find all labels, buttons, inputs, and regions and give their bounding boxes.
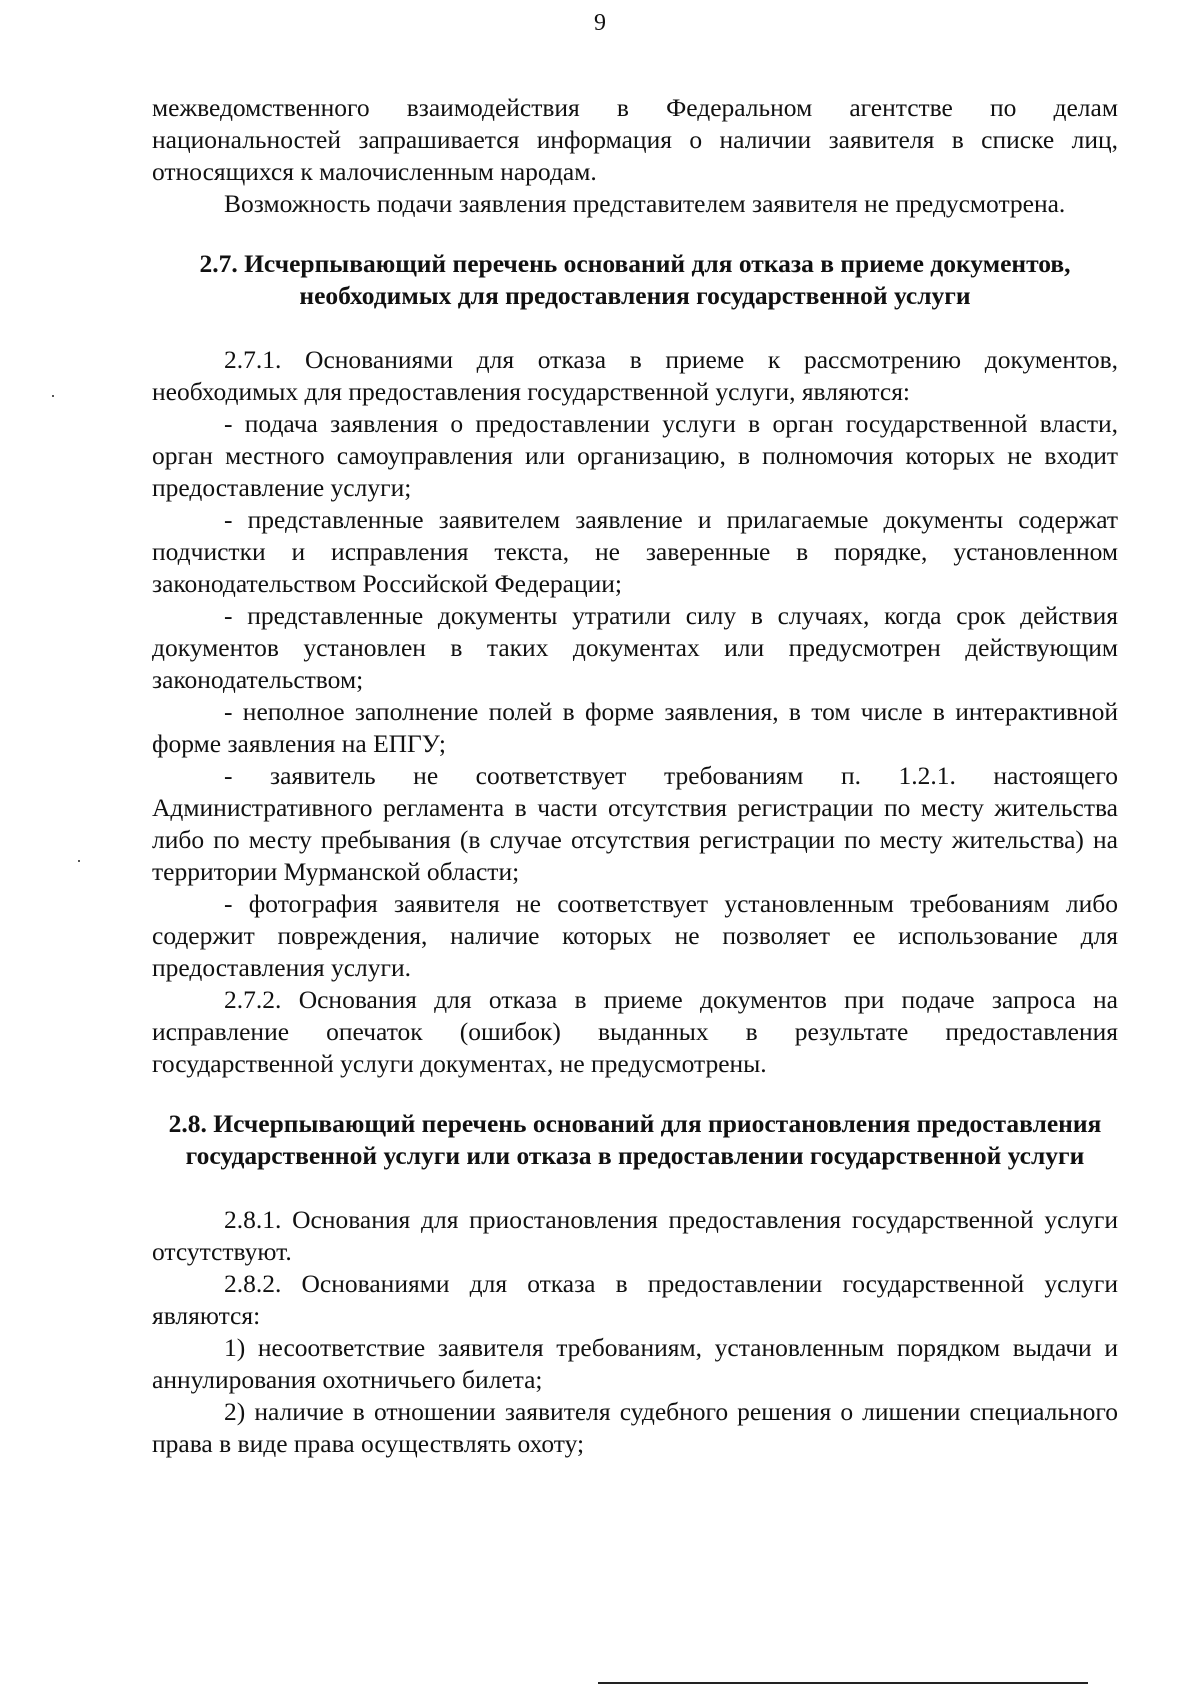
paragraph-2-7-2: 2.7.2. Основания для отказа в приеме документов при подаче запроса на исправление опечаток (ошибок) выданных в результате предоставления государственной услуги документах, не предусмотрены. <box>152 985 1118 1078</box>
section-heading-2-8: 2.8. Исчерпывающий перечень оснований для приостановления предоставления государственной услуги или отказа в предоставлении государственной услуги <box>168 1109 1102 1170</box>
section-heading-2-7: 2.7. Исчерпывающий перечень оснований для отказа в приеме документов, необходимых для предоставления государственной услуги <box>199 249 1071 310</box>
list-item: - представленные документы утратили силу в случаях, когда срок действия документов установлен в таких документах или предусмотрен действующим законодательством; <box>152 601 1118 694</box>
spacer <box>152 220 1118 248</box>
scan-edge-line <box>598 1682 1088 1684</box>
scan-artifact <box>52 395 54 397</box>
list-item: - подача заявления о предоставлении услуги в орган государственной власти, орган местного самоуправления или организацию, в полномочия которых не входит предоставление услуги; <box>152 409 1118 502</box>
list-item: 1) несоответствие заявителя требованиям, установленным порядком выдачи и аннулирования охотничьего билета; <box>152 1333 1118 1394</box>
paragraph-2-8-1: 2.8.1. Основания для приостановления предоставления государственной услуги отсутствуют. <box>152 1205 1118 1266</box>
spacer <box>152 1172 1118 1204</box>
scan-artifact <box>78 860 80 862</box>
paragraph-2-8-2: 2.8.2. Основаниями для отказа в предоставлении государственной услуги являются: <box>152 1269 1118 1330</box>
list-item: - фотография заявителя не соответствует установленным требованиям либо содержит повреждения, наличие которых не позволяет ее использование для предоставления услуги. <box>152 889 1118 982</box>
spacer <box>152 312 1118 344</box>
paragraph-representative: Возможность подачи заявления представителем заявителя не предусмотрена. <box>224 189 1066 218</box>
list-item: 2) наличие в отношении заявителя судебного решения о лишении специального права в виде права осуществлять охоту; <box>152 1397 1118 1458</box>
list-item: - неполное заполнение полей в форме заявления, в том числе в интерактивной форме заявления на ЕПГУ; <box>152 697 1118 758</box>
list-item: - заявитель не соответствует требованиям п. 1.2.1. настоящего Административного регламента в части отсутствия регистрации по месту жительства либо по месту пребывания (в случае отсутствия регистрации по месту жительства) на территории Мурманской области; <box>152 761 1118 886</box>
spacer <box>152 1080 1118 1108</box>
document-body <box>152 92 1118 1460</box>
list-item: - представленные заявителем заявление и прилагаемые документы содержат подчистки и исправления текста, не заверенные в порядке, установленном законодательством Российской Федерации; <box>152 505 1118 598</box>
paragraph-continuation: межведомственного взаимодействия в Федеральном агентстве по делам национальностей запрашивается информация о наличии заявителя в списке лиц, относящихся к малочисленным народам. <box>152 93 1118 186</box>
page-number: 9 <box>594 10 606 36</box>
paragraph-2-7-1: 2.7.1. Основаниями для отказа в приеме к рассмотрению документов, необходимых для предоставления государственной услуги, являются: <box>152 345 1118 406</box>
